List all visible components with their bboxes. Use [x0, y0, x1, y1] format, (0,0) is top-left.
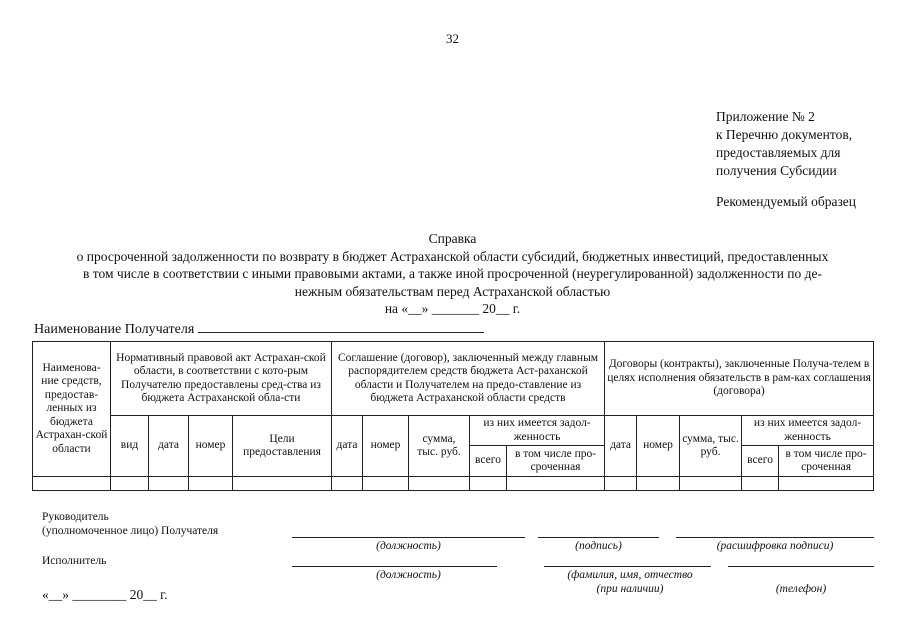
header-agreement-group: Соглашение (договор), заключенный между главным распорядителем средств бюджета Аст-раханской области и Получателем на предо-ставление из бюджета Астраханской области средств — [332, 342, 605, 416]
executor-phone-caption: (телефон) — [775, 583, 827, 595]
table-cell[interactable] — [680, 477, 742, 491]
header-npa-type: вид — [111, 416, 149, 477]
title-line: о просроченной задолженности по возврату в бюджет Астраханской области субсидий, бюджетных инвестиций, предоставленных — [76, 248, 829, 264]
title-line: в том числе в соответствии с иными правовыми актами, а также иной просроченной (неурегулированной) задолженности по де- — [83, 266, 822, 281]
executor-position-line[interactable] — [292, 566, 497, 567]
executor-label: Исполнитель — [42, 555, 107, 567]
table-cell[interactable] — [233, 477, 332, 491]
table-cell[interactable] — [507, 477, 605, 491]
header-agreement-overdue: в том числе про-сроченная — [507, 446, 605, 477]
decoding-line[interactable] — [676, 537, 874, 538]
table-cell[interactable] — [111, 477, 149, 491]
signature-line[interactable] — [538, 537, 659, 538]
document-title — [20, 230, 885, 318]
header-contract-sum: сумма, тыс. руб. — [680, 416, 742, 477]
signature-date: «__» ________ 20__ г. — [42, 587, 168, 602]
header-agreement-date: дата — [332, 416, 363, 477]
recipient-label: Наименование Получателя — [34, 322, 195, 337]
header-contract-total: всего — [742, 446, 779, 477]
appendix-line: Приложение № 2 — [716, 109, 815, 124]
signature-caption: (подпись) — [575, 540, 622, 552]
head-label-2: (уполномоченное лицо) Получателя — [42, 525, 219, 537]
table-cell[interactable] — [409, 477, 470, 491]
appendix-line: получения Субсидии — [716, 163, 837, 178]
executor-name-line[interactable] — [544, 566, 711, 567]
header-contract-number: номер — [637, 416, 680, 477]
executor-phone-line[interactable] — [728, 566, 874, 567]
header-npa-number: номер — [189, 416, 233, 477]
head-label: Руководитель — [42, 511, 109, 523]
appendix-block — [716, 108, 852, 180]
page-number: 32 — [446, 31, 459, 46]
header-contracts-group: Договоры (контракты), заключенные Получа-телем в целях исполнения обязательств в рам-ках соглашения (договора) — [605, 342, 874, 416]
table-cell[interactable] — [363, 477, 409, 491]
header-funds-name: Наименова-ние средств, предостав-ленных из бюджета Астрахан-ской области — [33, 342, 111, 477]
appendix-line: к Перечню документов, — [716, 127, 853, 142]
title-date-line: на «__» _______ 20__ г. — [384, 301, 521, 316]
table-cell[interactable] — [332, 477, 363, 491]
decoding-caption: (расшифровка подписи) — [716, 540, 834, 552]
executor-name-caption-2: (при наличии) — [596, 583, 664, 595]
recipient-input-line[interactable] — [198, 320, 484, 333]
header-npa-date: дата — [149, 416, 189, 477]
header-contract-date: дата — [605, 416, 637, 477]
table-cell[interactable] — [605, 477, 637, 491]
title-line: нежным обязательствам перед Астраханской областью — [294, 283, 611, 299]
executor-name-caption: (фамилия, имя, отчество — [567, 569, 693, 581]
header-agreement-debt: из них имеется задол-женность — [470, 416, 605, 446]
header-agreement-sum: сумма, тыс. руб. — [409, 416, 470, 477]
header-agreement-total: всего — [470, 446, 507, 477]
table-row — [33, 477, 874, 491]
position-line[interactable] — [292, 537, 525, 538]
header-contract-debt: из них имеется задол-женность — [742, 416, 874, 446]
table-cell[interactable] — [149, 477, 189, 491]
executor-position-caption: (должность) — [376, 569, 441, 581]
header-npa-purpose: Цели предоставления — [233, 416, 332, 477]
title-heading: Справка — [428, 231, 477, 246]
table-cell[interactable] — [637, 477, 680, 491]
header-agreement-number: номер — [363, 416, 409, 477]
recipient-row — [34, 320, 484, 338]
table-cell[interactable] — [33, 477, 111, 491]
position-caption: (должность) — [376, 540, 441, 552]
header-npa-group: Нормативный правовой акт Астрахан-ской области, в соответствии с кото-рым Получателю предоставлены сред-ства из бюджета Астраханской обла-сти — [111, 342, 332, 416]
table-cell[interactable] — [779, 477, 874, 491]
table-cell[interactable] — [189, 477, 233, 491]
sample-label: Рекомендуемый образец — [716, 194, 857, 209]
header-contract-overdue: в том числе про-сроченная — [779, 446, 874, 477]
table-cell[interactable] — [470, 477, 507, 491]
appendix-line: предоставляемых для — [716, 145, 841, 160]
debt-table — [32, 341, 874, 491]
table-cell[interactable] — [742, 477, 779, 491]
